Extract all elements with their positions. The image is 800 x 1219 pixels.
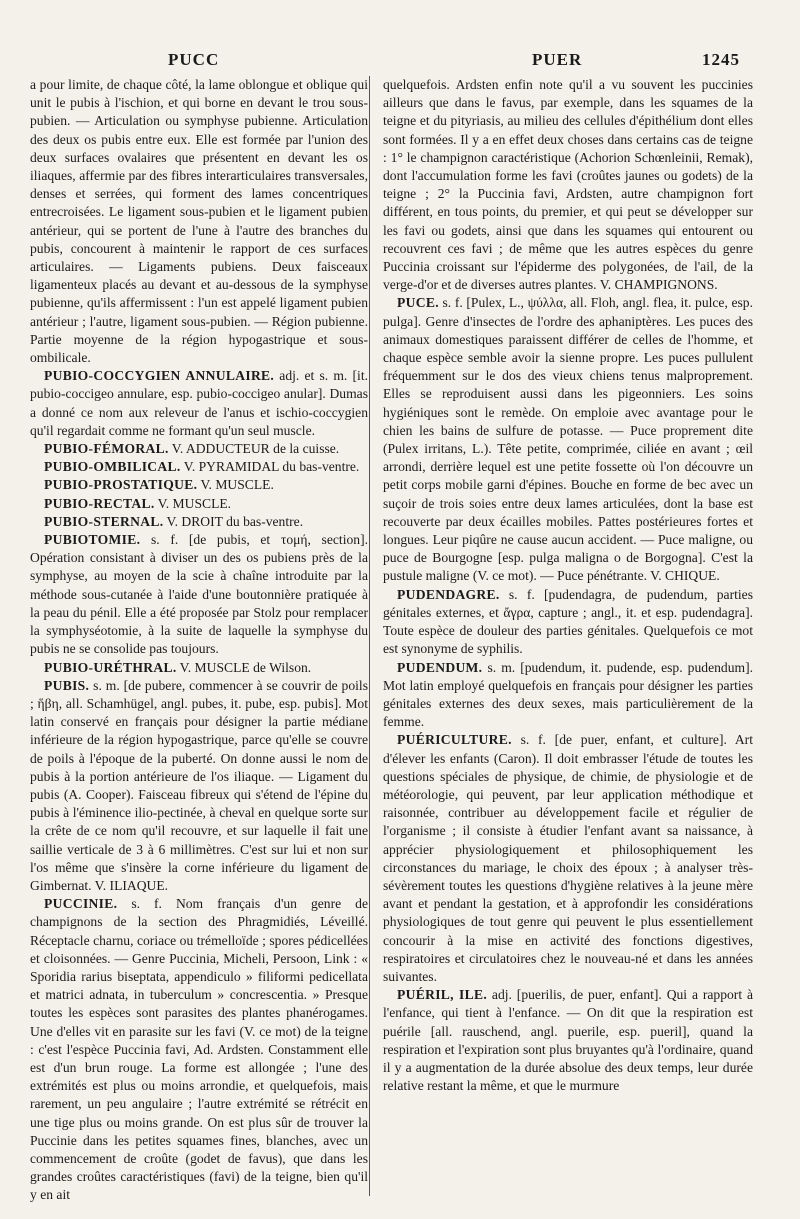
entry-continuation: a pour limite, de chaque côté, la lame oblongue et oblique qui unit le pubis à l'ischion, et qui borne en devant le trou sous-pubien. — Articulation ou symphyse pubienne. Articulation des deux os pubis entre eux. Elle est formée par l'union des deux surfaces ovalaires que présentent en devant les os iliaques, affermie par des fibres interarticulaires transversales, denses et serrées, qui forment des lames concentriques entrecroisées. Le ligament sous-pubien et le ligament pubien antérieur, qui se portent de l'une à l'autre des branches du pubis, concourent à maintenir le rapport de ces surfaces articulaires. — Ligaments pubiens. Deux faisceaux ligamenteux placés au devant et au-dessous de la symphyse pubienne, qu'ils affermissent : l'un est appelé ligament pubien antérieur ; l'autre, ligament sous-pubien. — Région pubienne. Partie moyenne de la région hypogastrique et sous-ombilicale. — [30, 77, 368, 366]
left-column — [30, 76, 368, 1205]
column-divider — [369, 76, 370, 1196]
dictionary-entry: PUÉRICULTURE. s. f. [de puer, enfant, et culture]. Art d'élever les enfants (Caron). Il doit embrasser l'étude de toutes les questions spéciales de physique, de chimie, de physiologie et de météorologie, qui peuvent, par leur application méthodique et raisonnée, contribuer au développement facile et régulier de l'organisme ; il consiste à étudier l'enfant avant sa naissance, à apprécier physiologiquement et philosophiquement les circonstances du mariage, le choix des époux ; à analyser très-sévèrement toutes les questions d'hygiène relatives à la jeune mère avant et pendant la gestation, et à approfondir les considérations physiologiques de tout genre qui peuvent le plus essentiellement concourir à la mise en activité des fonctions digestives, respiratoires et circulatoires chez le nouveau-né et dans les années suivantes. — [383, 732, 753, 984]
page-number: 1245 — [702, 50, 740, 69]
dictionary-entry: PUBIO-COCCYGIEN ANNULAIRE. adj. et s. m. [it. pubio-coccigeo annulare, esp. pubio-coccigeo anular]. Dumas a donné ce nom aux releveur de l'anus et ischio-coccygien qu'il regardait comme ne formant qu'un seul muscle. — [30, 368, 368, 438]
dictionary-entry: PUCCINIE. s. f. Nom français d'un genre de champignons de la section des Phragmidiés, Léveillé. Réceptacle charnu, coriace ou trémelloïde ; spores pédicellées et cloisonnées. — Genre Puccinia, Micheli, Persoon, Link : « Sporidia rarius biseptata, appendiculo » filiformi pedicellata et matrici adnata, in tuberculum » concrescentia. » Presque toutes les espèces sont parasites des plantes phanérogames. Une d'elles vit en parasite sur les favi (V. ce mot) de la teigne : c'est l'espèce Puccinia favi, Ad. Ardsten. Constamment elle est d'un brun rouge. La forme est allongée ; l'une des extrémités est plus ou moins arrondie, et quelquefois, mais rarement, un peu angulaire ; l'autre extrémité se rétrécit en une tige plus ou moins grande. On est plus sûr de trouver la Puccinie dans les petites squames fines, blanches, avec un commencement de croûte (godet de favus), que dans les grandes croûtes caractéristiques (favi) de la teigne, bien qu'il y en ait — [30, 896, 368, 1203]
running-header-left: PUCC — [168, 50, 220, 69]
right-column — [383, 76, 753, 1095]
dictionary-entry: PUCE. s. f. [Pulex, L., ψύλλα, all. Floh, angl. flea, it. pulce, esp. pulga]. Genre d'insectes de l'ordre des aphaniptères. Les puces des animaux domestiques paraissent différer de celles de l'homme, et chaque espèce semble avoir la sienne propre. Les puces pullulent fréquemment sur le dos des vieux chiens tenus malproprement. Elles se reproduisent aussi dans les pigeonniers. Les soins hygiéniques sont le remède. On emploie avec avantage pour le chien les bains de sulfure de potasse. — Puce proprement dite (Pulex irritans, L.). Tête petite, comprimée, ciliée en avant ; œil arrondi, derrière lequel est une petite fossette où l'on découvre un petit corps mobile garni d'épines. Bouche en forme de bec avec un suçoir de trois soies entre deux lames articulées, dont la base est recouverte par deux écailles mobiles. Pattes postérieures fortes et longues. Leur piqûre ne cause aucun accident. — Puce maligne, ou puce de Bourgogne [esp. pulga maligna o de Borgogna]. C'est la pustule maligne (V. ce mot). — Puce pénétrante. V. CHIQUE. — [383, 295, 753, 584]
dictionary-entry: PUBIO-STERNAL. V. DROIT du bas-ventre. — [44, 513, 304, 529]
dictionary-entry: PUBIS. s. m. [de pubere, commencer à se couvrir de poils ; ἥβη, all. Schamhügel, angl. pubes, it. pube, esp. pubis]. Mot latin conservé en français pour désigner la partie médiane inférieure de la région hypogastrique, parce qu'elle se couvre de poils à l'époque de la puberté. On donne aussi le nom de pubis à la portion antérieure de l'os iliaque. — Ligament du pubis (A. Cooper). Faisceau fibreux qui s'étend de l'épine du pubis à l'éminence ilio-pectinée, à cheval en quelque sorte sur la crête de ce nom qu'il recouvre, et sur laquelle il fait une saillie verticale de 3 à 6 millimètres. C'est sur lui et non sur l'os même que s'insère la corne inférieure du ligament de Gimbernat. V. ILIAQUE. — [30, 677, 368, 893]
dictionary-entry: PUBIO-FÉMORAL. V. ADDUCTEUR de la cuisse. — [44, 441, 340, 457]
running-header-right: PUER — [532, 50, 583, 69]
dictionary-entry: PUBIO-PROSTATIQUE. V. MUSCLE. — [44, 477, 274, 493]
dictionary-entry: PUBIO-RECTAL. V. MUSCLE. — [44, 495, 232, 511]
dictionary-entry: PUBIOTOMIE. s. f. [de pubis, et τομή, section]. Opération consistant à diviser un des os pubiens près de la symphyse, au moyen de la scie à chaîne introduite par la méthode sous-cutanée à l'aide d'une boutonnière pratiquée à la peau du pénil. Elle a été proposée par Stolz pour remplacer la symphyséotomie, à la suite de laquelle la symphyse du pubis ne se consolide pas toujours. — [30, 532, 368, 657]
dictionary-entry: PUDENDAGRE. s. f. [pudendagra, de pudendum, parties génitales externes, et ἄγρα, capture ; angl., it. et esp. pudendagra]. Toute espèce de douleur des parties génitales. Quelquefois ce mot est synonyme de syphilis. — [383, 586, 753, 657]
dictionary-entry: PUÉRIL, ILE. adj. [puerilis, de puer, enfant]. Qui a rapport à l'enfance, qui tient à l'enfance. — On dit que la respiration est puérile [all. rauschend, angl. puerile, esp. pueril], quand la respiration et l'expiration sont plus bruyantes qu'à l'ordinaire, quand il y a augmentation de la durée absolue des deux temps, leur durée relative restant la même, et que le murmure — [383, 987, 753, 1094]
dictionary-entry: PUDENDUM. s. m. [pudendum, it. pudende, esp. pudendum]. Mot latin employé quelquefois en français pour désigner les parties génitales externes des deux sexes, mais particulièrement de la femme. — [383, 659, 753, 730]
entry-continuation: quelquefois. Ardsten enfin note qu'il a vu souvent les puccinies ailleurs que dans le favus, par exemple, dans les squames de la teigne et du pityriasis, au milieu des cellules d'épithélium dont elles sont formées. Il y a en effet deux choses dans certains cas de teigne : 1° le champignon caractéristique (Achorion Schœnleinii, Remak), dont l'accumulation forme les favi (croûtes jaunes ou godets) de la teigne ; 2° la Puccinia favi, Ardsten, autre champignon fort différent, en tous points, du premier, et qui peut se développer sur les favi ou godets, ainsi que dans les squames qui entourent ou recouvrent ces favi ; de même que les autres espèces du genre Puccinia croissant sur l'épiderme des polygonées, de l'ail, de la verge-d'or et de diverses autres plantes. V. CHAMPIGNONS. — [383, 77, 753, 293]
dictionary-entry: PUBIO-OMBILICAL. V. PYRAMIDAL du bas-ventre. — [44, 459, 360, 475]
dictionary-entry: PUBIO-URÉTHRAL. V. MUSCLE de Wilson. — [44, 659, 312, 675]
